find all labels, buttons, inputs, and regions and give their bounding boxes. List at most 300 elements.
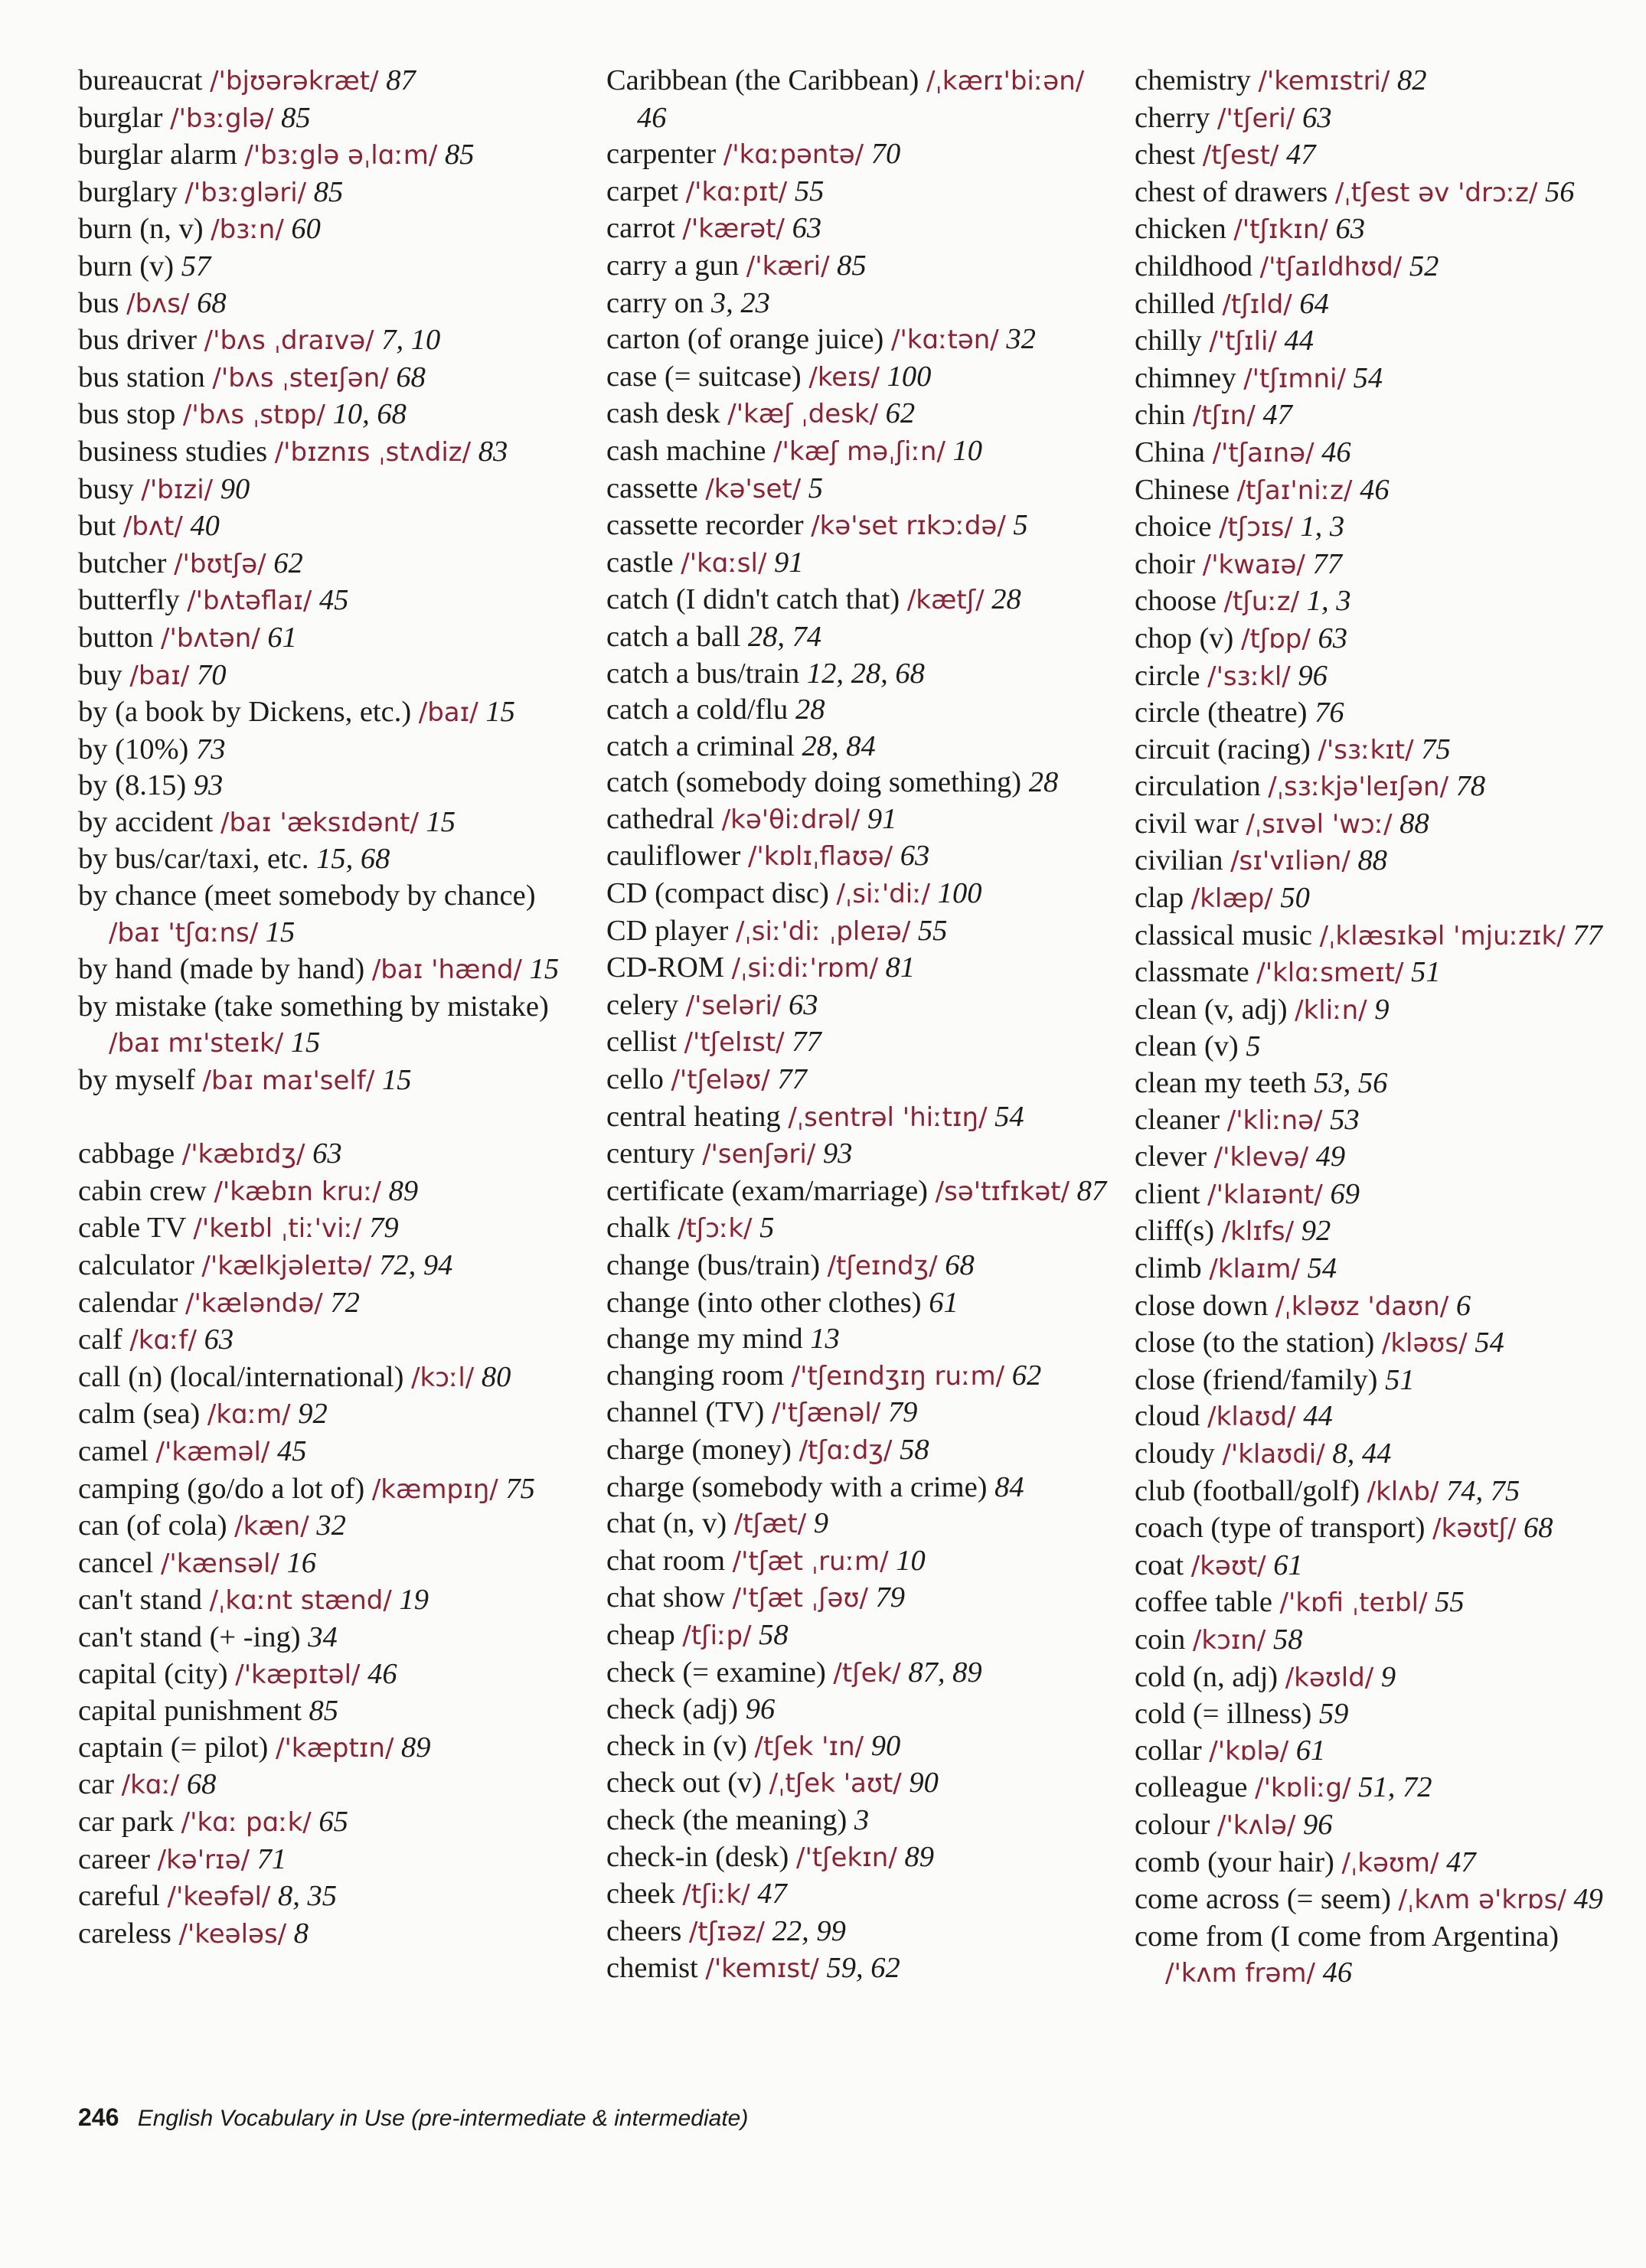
entry-headword: catch a ball [606,620,741,653]
entry-page-refs: 88 [1399,807,1429,840]
entry-headword: chilled [1135,287,1215,320]
entry-phonetic: /'bʌs ˌsteɪʃən/ [212,362,389,393]
entry-phonetic: /tʃɒp/ [1240,623,1311,654]
entry-headword: climb [1135,1252,1202,1284]
index-entry [1135,1362,1632,1399]
index-entry [78,1285,583,1323]
entry-phonetic: /baɪ/ [129,660,190,691]
entry-headword: check out (v) [606,1767,763,1800]
index-entry [78,1508,583,1545]
index-entry [78,211,583,249]
entry-phonetic: /ˌsɜːkjə'leɪʃən/ [1268,772,1449,803]
index-entry [606,1803,1112,1839]
entry-phonetic: /'bʌtəflaɪ/ [187,586,312,617]
entry-page-refs: 5 [1246,1030,1261,1063]
entry-headword: captain (= pilot) [78,1731,269,1764]
index-entry [1135,175,1632,212]
entry-phonetic: /kə'θiːdrəl/ [721,804,861,835]
entry-page-refs: 65 [318,1805,348,1838]
index-entry [78,175,583,212]
index-entry [78,841,583,878]
entry-page-refs: 77 [1573,919,1602,951]
entry-page-refs: 46 [1321,436,1351,468]
entry-page-refs: 28, 84 [802,729,876,762]
entry-page-refs: 40 [190,510,220,543]
index-entry [606,433,1112,471]
entry-phonetic: /kəʊtʃ/ [1432,1513,1517,1545]
entry-headword: chicken [1135,213,1226,246]
index-entry [1135,1325,1632,1362]
book-title: English Vocabulary in Use (pre-intermediate & intermediate) [137,2106,749,2131]
entry-headword: catch (somebody doing something) [606,766,1022,799]
index-entry [1135,1770,1632,1807]
entry-headword: charge (somebody with a crime) [606,1470,988,1503]
entry-phonetic: /'kæbɪdʒ/ [181,1139,305,1170]
entry-page-refs: 9 [1380,1660,1396,1693]
entry-page-refs: 58 [1273,1623,1303,1656]
entry-page-refs: 1, 3 [1300,511,1345,543]
entry-headword: burglary [78,175,178,208]
entry-page-refs: 45 [318,584,349,617]
entry-headword: cancel [78,1546,154,1579]
index-entry [1135,547,1632,584]
entry-page-refs: 50 [1280,882,1310,915]
entry-headword: calf [78,1323,122,1356]
index-entry [606,174,1112,211]
page-number: 246 [78,2103,119,2131]
entry-headword: catch a cold/flu [606,693,789,726]
entry-phonetic: /baɪ maɪ'self/ [202,1065,375,1097]
entry-page-refs: 45 [277,1434,307,1467]
entry-headword: come across (= seem) [1135,1883,1391,1916]
index-entry [606,1876,1112,1914]
entry-page-refs: 68 [945,1249,975,1281]
entry-headword: buy [78,658,122,691]
entry-phonetic: /ˌsiː'diː ˌpleɪə/ [735,915,911,947]
entry-page-refs: 85 [309,1695,339,1728]
entry-headword: cold (n, adj) [1135,1660,1279,1693]
entry-page-refs: 8 [293,1917,309,1950]
entry-headword: cold (= illness) [1135,1698,1312,1731]
entry-page-refs: 3 [854,1803,870,1836]
entry-phonetic: /kliːn/ [1295,994,1367,1026]
index-entry [78,1359,583,1397]
entry-headword: charge (money) [606,1433,792,1466]
entry-headword: close (to the station) [1135,1327,1375,1359]
entry-phonetic: /'kæʃ ˌdesk/ [727,399,879,430]
entry-page-refs: 47 [1286,139,1316,171]
index-entry [1135,509,1632,547]
entry-headword: central heating [606,1100,781,1133]
entry-phonetic: /'tʃeɪndʒɪŋ ruːm/ [791,1360,1005,1392]
entry-headword: capital (city) [78,1657,228,1690]
index-entry [1135,695,1632,732]
index-entry [1135,137,1632,175]
index-entry [606,619,1112,656]
entry-headword: can (of cola) [78,1509,227,1542]
entry-phonetic: /'tʃelɪst/ [684,1027,785,1059]
entry-page-refs: 68 [186,1768,217,1801]
entry-headword: close (friend/family) [1135,1363,1378,1396]
entry-phonetic: /tʃeɪndʒ/ [827,1251,938,1281]
entry-headword: burn (n, v) [78,213,204,246]
index-entry [606,1358,1112,1395]
entry-page-refs: 64 [1299,287,1329,320]
entry-headword: catch a bus/train [606,657,800,690]
entry-headword: chemist [606,1952,698,1985]
index-column-1 [78,63,583,1953]
entry-phonetic: /ˌkəʊm/ [1341,1847,1439,1878]
entry-headword: chimney [1135,361,1236,394]
entry-headword: change (into other clothes) [606,1286,922,1319]
entry-page-refs: 16 [286,1546,317,1579]
entry-headword: colleague [1135,1771,1248,1804]
index-entry [78,1767,583,1804]
entry-headword: carry on [606,286,704,319]
index-entry [1135,211,1632,249]
entry-phonetic: /'kæpɪtəl/ [235,1659,361,1690]
entry-page-refs: 76 [1315,697,1344,729]
entry-page-refs: 75 [505,1472,535,1505]
entry-page-refs: 15 [529,953,560,986]
entry-headword: chilly [1135,325,1202,357]
index-entry [606,1395,1112,1432]
index-entry [606,1470,1112,1506]
entry-page-refs: 79 [875,1581,906,1614]
index-entry [1135,397,1632,435]
entry-page-refs: 71 [256,1842,287,1875]
entry-page-refs: 44 [1303,1400,1333,1433]
entry-phonetic: /'kælkjəleɪtə/ [201,1251,372,1281]
entry-page-refs: 77 [792,1026,821,1059]
index-entry [78,322,583,360]
index-entry [606,1765,1112,1803]
index-entry [78,396,583,434]
entry-headword: can't stand (+ -ing) [78,1620,301,1653]
entry-page-refs: 62 [885,397,916,430]
index-entry [78,1582,583,1620]
entry-headword: by hand (made by hand) [78,953,365,986]
entry-page-refs: 90 [909,1767,939,1800]
entry-page-refs: 63 [204,1323,234,1356]
entry-headword: CD player [606,914,729,947]
index-entry [78,100,583,138]
entry-phonetic: /'tʃæt ˌʃəʊ/ [732,1583,868,1614]
index-entry [606,1655,1112,1692]
index-entry [78,1916,583,1953]
entry-page-refs: 9 [1374,993,1390,1026]
index-entry [1135,435,1632,472]
entry-page-refs: 62 [1011,1359,1042,1392]
entry-phonetic: /'bʌs ˌstɒp/ [182,400,325,431]
entry-headword: by mistake (take something by mistake) [78,990,549,1023]
entry-headword: call (n) (local/international) [78,1360,404,1393]
index-entry [78,620,583,658]
entry-page-refs: 46 [637,101,667,134]
entry-phonetic: /'tʃeləʊ/ [671,1065,770,1096]
index-entry [78,1434,583,1471]
entry-page-refs: 59 [1318,1698,1349,1731]
entry-headword: cassette recorder [606,509,804,542]
entry-phonetic: /'klaʊdi/ [1222,1438,1325,1470]
entry-phonetic: /'keɪbl ˌtiː'viː/ [193,1213,362,1245]
index-entry [1135,1548,1632,1585]
index-entry [1135,1473,1632,1511]
entry-headword: bus driver [78,324,198,357]
entry-headword: civil war [1135,807,1239,840]
index-entry [1135,1029,1632,1065]
entry-headword: classmate [1135,956,1249,989]
index-entry [606,1285,1112,1322]
entry-headword: button [78,621,154,654]
entry-page-refs: 51 [1385,1363,1415,1396]
entry-page-refs: 96 [1298,659,1328,692]
entry-headword: CD-ROM [606,951,725,984]
entry-page-refs: 5 [1013,509,1028,542]
index-entry [78,951,583,989]
entry-page-refs: 92 [1301,1215,1331,1248]
entry-page-refs: 89 [388,1174,419,1207]
index-entry [78,360,583,397]
index-entry [1135,1919,1632,1992]
entry-phonetic: /'klaɪənt/ [1207,1179,1323,1210]
index-entry [78,1210,583,1248]
entry-phonetic: /tʃɑːdʒ/ [799,1434,893,1466]
index-entry [606,545,1112,583]
index-entry [78,137,583,175]
entry-phonetic: /tʃest/ [1202,140,1279,171]
entry-headword: childhood [1135,250,1252,282]
entry-page-refs: 59, 62 [826,1952,900,1985]
entry-headword: cheek [606,1878,675,1911]
entry-phonetic: /baɪ 'æksɪdənt/ [220,807,419,838]
entry-page-refs: 53 [1330,1103,1360,1136]
entry-page-refs: 63 [900,840,930,873]
entry-headword: by (a book by Dickens, etc.) [78,696,412,729]
entry-page-refs: 63 [1318,622,1347,654]
entry-phonetic: /'bʌs ˌdraɪvə/ [204,325,374,357]
entry-page-refs: 28 [991,583,1021,616]
entry-phonetic: /'tʃeri/ [1217,103,1295,134]
index-entry [78,1471,583,1509]
entry-headword: by (8.15) [78,769,187,802]
entry-page-refs: 85 [445,139,475,171]
entry-page-refs: 72, 94 [379,1249,453,1281]
entry-phonetic: /kəʊt/ [1190,1550,1266,1581]
index-entry [606,1210,1112,1248]
entry-page-refs: 58 [759,1618,789,1651]
entry-headword: cleaner [1135,1103,1220,1136]
entry-phonetic: /baɪ 'tʃɑːns/ [109,917,259,948]
entry-page-refs: 55 [794,175,825,207]
entry-phonetic: /'kæməl/ [155,1436,270,1467]
entry-page-refs: 47 [1262,399,1292,432]
entry-phonetic: /kə'rɪə/ [157,1844,250,1875]
entry-page-refs: 61 [1273,1548,1303,1581]
entry-phonetic: /ˌtʃest əv 'drɔːz/ [1334,177,1538,208]
entry-headword: channel (TV) [606,1396,765,1429]
entry-headword: calendar [78,1286,178,1319]
entry-headword: colour [1135,1808,1210,1841]
entry-phonetic: /'kemɪst/ [705,1953,819,1985]
entry-page-refs: 68 [1524,1512,1553,1545]
entry-phonetic: /'klɑːsmeɪt/ [1256,958,1404,989]
entry-page-refs: 3, 23 [710,286,770,319]
index-entry [78,1693,583,1730]
entry-headword: butterfly [78,584,180,617]
index-entry [78,1620,583,1656]
entry-headword: change my mind [606,1323,803,1356]
entry-page-refs: 1, 3 [1306,585,1351,618]
entry-headword: carry a gun [606,249,740,282]
index-entry [1135,1622,1632,1659]
entry-headword: changing room [606,1359,785,1392]
entry-headword: clean (v, adj) [1135,993,1288,1026]
index-entry [606,1506,1112,1543]
index-entry [606,838,1112,876]
entry-page-refs: 60 [291,213,321,246]
entry-headword: bus station [78,361,205,393]
index-column-3 [1135,63,1632,1992]
entry-page-refs: 46 [1322,1956,1353,1989]
index-entry [78,1656,583,1694]
entry-page-refs: 63 [312,1137,342,1170]
entry-page-refs: 91 [774,546,804,579]
entry-headword: check (adj) [606,1693,739,1726]
entry-phonetic: /ˌsentrəl 'hiːtɪŋ/ [788,1101,988,1133]
entry-headword: come from (I come from Argentina) [1135,1920,1559,1953]
entry-page-refs: 73 [195,733,226,765]
entry-phonetic: /'kɒfi ˌteɪbl/ [1279,1588,1428,1619]
entry-headword: cabin crew [78,1174,207,1207]
entry-headword: business studies [78,435,268,468]
entry-phonetic: /kɔːl/ [411,1362,475,1393]
index-entry [1135,1510,1632,1548]
entry-phonetic: /kæmpɪŋ/ [371,1473,498,1505]
entry-page-refs: 13 [810,1323,840,1356]
index-entry [1135,806,1632,844]
entry-page-refs: 10 [896,1544,926,1577]
index-entry [606,1692,1112,1728]
entry-phonetic: /'kɑːtən/ [890,325,999,356]
entry-headword: cherry [1135,101,1210,134]
entry-headword: camel [78,1434,149,1467]
entry-phonetic: /klæp/ [1190,883,1273,915]
index-entry [606,286,1112,322]
entry-page-refs: 28 [795,693,825,726]
entry-page-refs: 68 [197,286,227,319]
entry-headword: by myself [78,1064,195,1097]
entry-headword: castle [606,546,674,579]
entry-phonetic: /'kænsəl/ [160,1548,279,1579]
entry-headword: club (football/golf) [1135,1474,1360,1507]
entry-headword: cauliflower [606,840,741,873]
index-entry [78,658,583,695]
index-entry [1135,1213,1632,1251]
entry-phonetic: /'seləri/ [685,990,782,1021]
entry-phonetic: /'kæptɪn/ [275,1732,394,1764]
entry-page-refs: 93 [193,769,224,802]
entry-phonetic: /'keəfəl/ [167,1881,271,1913]
entry-phonetic: /'kʌm frəm/ [1165,1958,1315,1989]
entry-page-refs: 51, 72 [1358,1771,1432,1804]
entry-page-refs: 57 [181,250,211,282]
entry-page-refs: 77 [1312,547,1342,580]
index-entry [78,1062,583,1100]
entry-headword: Chinese [1135,473,1230,506]
entry-phonetic: /kɑː/ [121,1770,180,1801]
entry-headword: cable TV [78,1212,186,1245]
entry-page-refs: 58 [900,1433,929,1466]
entry-page-refs: 19 [399,1584,429,1617]
entry-page-refs: 89 [401,1731,431,1764]
entry-headword: careful [78,1880,160,1913]
entry-headword: catch a criminal [606,729,795,762]
entry-page-refs: 68 [396,361,426,393]
entry-phonetic: /tʃæt/ [733,1509,807,1540]
entry-headword: chin [1135,399,1186,432]
index-entry [606,248,1112,286]
entry-phonetic: /'kɒlə/ [1209,1735,1289,1767]
entry-page-refs: 82 [1396,64,1427,96]
entry-headword: butcher [78,547,167,579]
index-entry [78,1804,583,1842]
entry-phonetic: /'tʃænəl/ [771,1398,881,1429]
entry-headword: chop (v) [1135,622,1234,654]
index-entry [78,508,583,546]
entry-page-refs: 90 [870,1729,901,1762]
entry-phonetic: /baɪ mɪ'steɪk/ [109,1028,284,1059]
entry-headword: civilian [1135,844,1223,877]
entry-headword: clever [1135,1141,1207,1173]
entry-page-refs: 9 [813,1507,829,1540]
index-entry [1135,1288,1632,1326]
index-entry [1135,286,1632,324]
entry-headword: bureaucrat [78,64,203,96]
index-entry [1135,1696,1632,1733]
entry-headword: by bus/car/taxi, etc. [78,843,309,876]
index-entry [1135,323,1632,361]
entry-headword: coin [1135,1623,1186,1656]
entry-page-refs: 92 [298,1398,328,1431]
entry-headword: choose [1135,585,1217,618]
index-entry [78,546,583,583]
entry-headword: careless [78,1917,171,1950]
entry-page-refs: 52 [1409,250,1439,282]
entry-page-refs: 74, 75 [1446,1474,1520,1507]
entry-headword: by accident [78,805,214,838]
entry-page-refs: 7, 10 [381,324,441,357]
entry-page-refs: 63 [1301,101,1332,134]
entry-headword: chat (n, v) [606,1507,727,1540]
entry-page-refs: 63 [792,212,822,245]
entry-headword: chat room [606,1544,726,1577]
entry-page-refs: 5 [759,1212,775,1245]
index-entry [1135,1733,1632,1770]
entry-headword: classical music [1135,919,1312,951]
entry-headword: cash desk [606,397,720,430]
entry-headword: client [1135,1177,1200,1210]
entry-headword: by (10%) [78,733,189,765]
entry-headword: clap [1135,882,1184,915]
index-entry [78,63,583,100]
index-entry [1135,992,1632,1030]
entry-headword: camping (go/do a lot of) [78,1472,365,1505]
index-entry [606,1062,1112,1099]
index-entry [1135,1807,1632,1845]
entry-phonetic: /tʃaɪ'niːz/ [1236,475,1353,506]
entry-phonetic: /bʌs/ [126,288,190,319]
